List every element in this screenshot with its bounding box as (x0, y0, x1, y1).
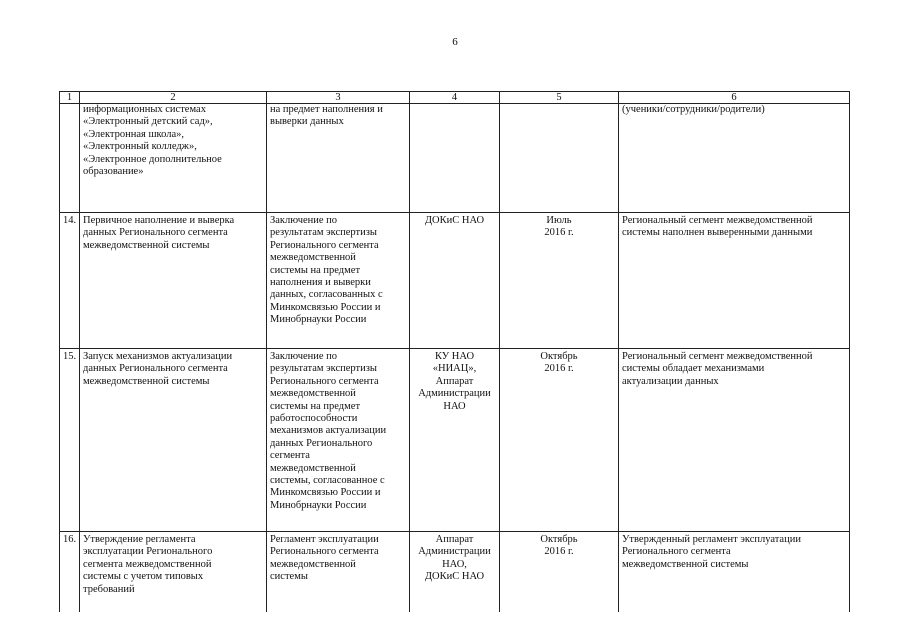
deadline-cell (500, 213, 619, 349)
row-number: 14. (60, 213, 80, 349)
col-header-6: 6 (619, 92, 850, 104)
col-header-3: 3 (267, 92, 410, 104)
page-number: 6 (452, 36, 458, 48)
outcome-cell (619, 104, 850, 213)
deadline-cell (500, 532, 619, 613)
col-header-2: 2 (80, 92, 267, 104)
responsible-cell (410, 104, 500, 213)
responsible-cell (410, 213, 500, 349)
table-row (60, 213, 850, 349)
responsible-text: КУ НАО «НИАЦ», Аппарат Администрации НАО (418, 351, 491, 412)
task-cell (80, 104, 267, 213)
row-number: 15. (60, 349, 80, 532)
task-text: Утверждение регламента эксплуатации Регионального сегмента межведомственной системы с учетом типовых требований (83, 534, 213, 595)
outcome-cell (619, 349, 850, 532)
result-text: Заключение по результатам экспертизы Регионального сегмента межведомственной системы на предмет работоспособности механизмов актуализации данных Регионального сегмента межведомственной системы, согласованное с Минкомсвязью России и Минобрнауки России (270, 351, 387, 511)
deadline-cell (500, 349, 619, 532)
task-text: Запуск механизмов актуализации данных Регионального сегмента межведомственной системы (83, 351, 233, 387)
result-text: Заключение по результатам экспертизы Регионального сегмента межведомственной системы на предмет наполнения и выверки данных, согласованных с Минкомсвязью России и Минобрнауки России (270, 215, 383, 326)
col-header-5: 5 (500, 92, 619, 104)
col-header-1: 1 (60, 92, 80, 104)
table-row (60, 104, 850, 213)
task-cell (80, 532, 267, 613)
outcome-cell (619, 213, 850, 349)
outcome-text: (ученики/сотрудники/родители) (622, 104, 765, 115)
responsible-cell (410, 349, 500, 532)
table-row (60, 349, 850, 532)
task-text: информационных системах «Электронный детский сад», «Электронная школа», «Электронный колледж», «Электронное дополнительное образование» (83, 104, 222, 178)
col-header-4: 4 (410, 92, 500, 104)
responsible-text: Аппарат Администрации НАО, ДОКиС НАО (418, 534, 491, 583)
plan-table (59, 91, 850, 612)
responsible-cell (410, 532, 500, 613)
deadline-text: Июль 2016 г. (544, 215, 574, 239)
result-cell (267, 213, 410, 349)
task-text: Первичное наполнение и выверка данных Регионального сегмента межведомственной системы (83, 215, 235, 251)
row-number: 16. (60, 532, 80, 613)
responsible-text: ДОКиС НАО (424, 215, 485, 226)
result-text: Регламент эксплуатации Регионального сегмента межведомственной системы (270, 534, 379, 583)
result-text: на предмет наполнения и выверки данных (270, 104, 383, 128)
outcome-text: Утвержденный регламент эксплуатации Регионального сегмента межведомственной системы (622, 534, 801, 570)
result-cell (267, 104, 410, 213)
deadline-cell (500, 104, 619, 213)
result-cell (267, 349, 410, 532)
task-cell (80, 213, 267, 349)
result-cell (267, 532, 410, 613)
deadline-text: Октябрь 2016 г. (540, 351, 578, 375)
outcome-cell (619, 532, 850, 613)
outcome-text: Региональный сегмент межведомственной системы наполнен выверенными данными (622, 215, 813, 239)
task-cell (80, 349, 267, 532)
header-row (60, 92, 850, 104)
deadline-text: Октябрь 2016 г. (540, 534, 578, 558)
outcome-text: Региональный сегмент межведомственной системы обладает механизмами актуализации данных (622, 351, 813, 387)
row-number (60, 104, 80, 213)
table-row (60, 532, 850, 613)
